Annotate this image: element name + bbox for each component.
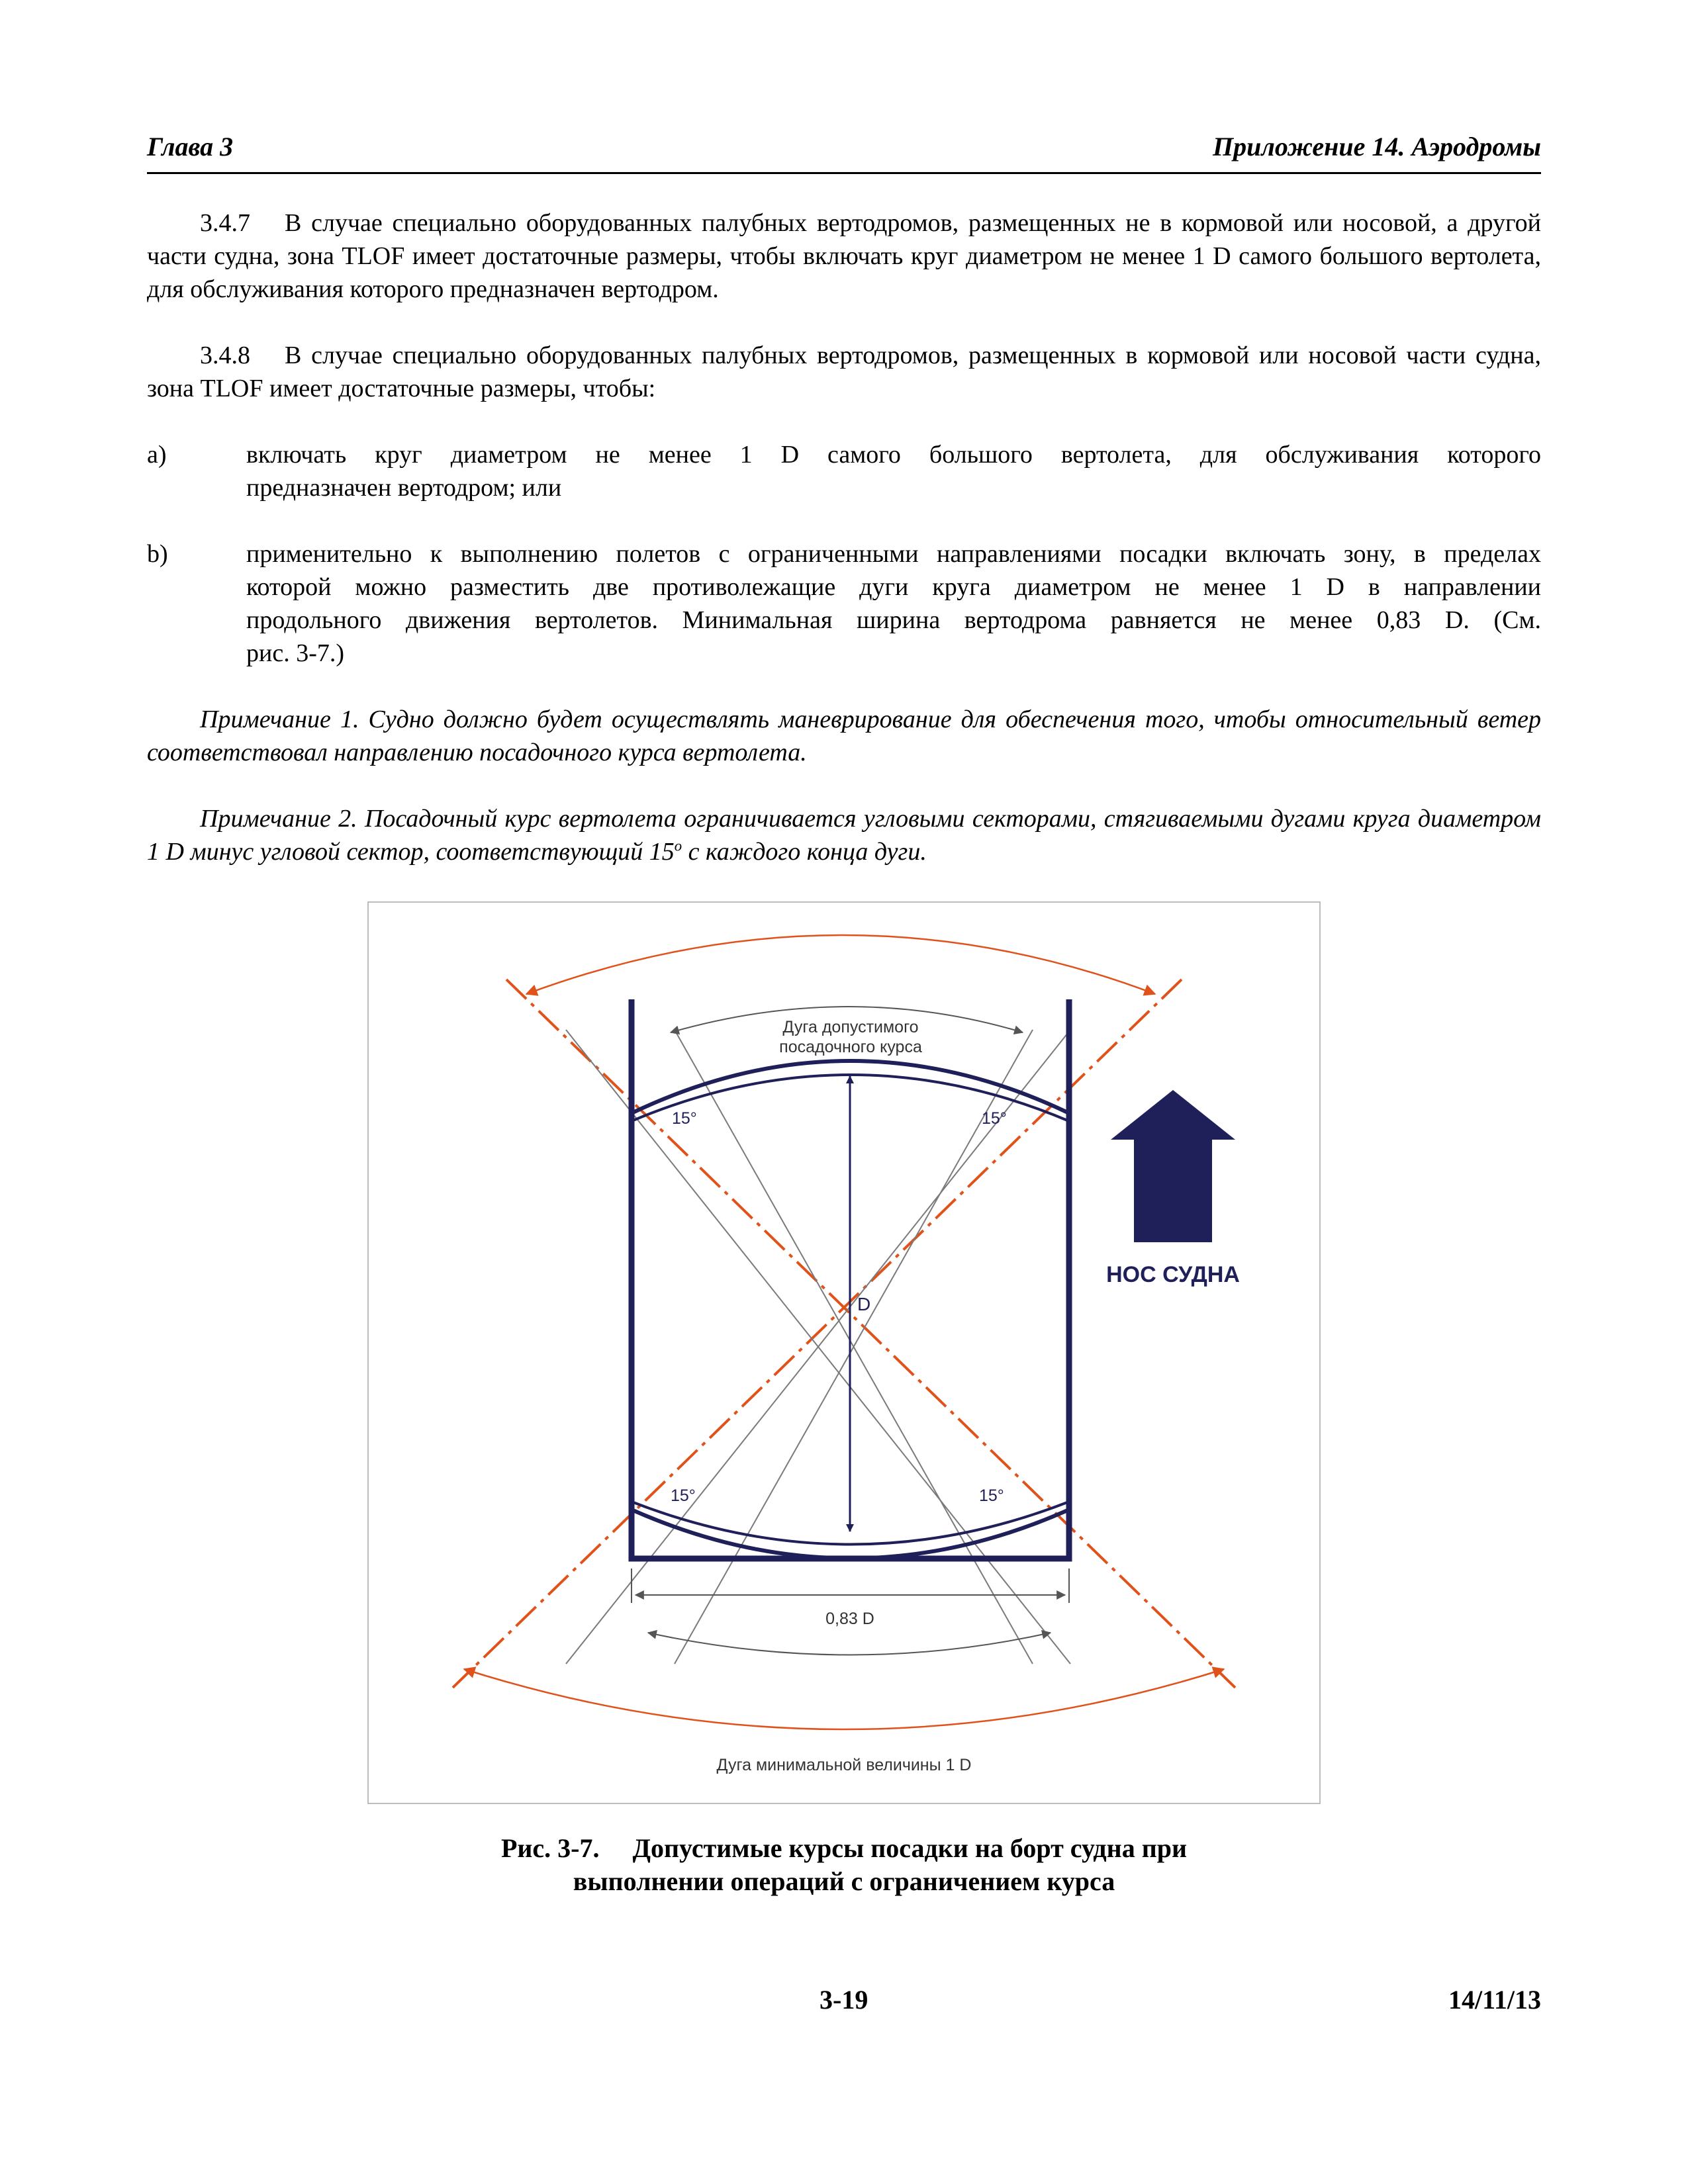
- note-text: Примечание 2. Посадочный курс вертолета ограничивается угловыми секторами, стягиваемыми дугами круга диаметром 1 D минус угловой сектор, соответствующий 15: [147, 805, 1541, 866]
- angle-label: 15°: [671, 1486, 696, 1505]
- header-rule: [147, 172, 1541, 174]
- figure-caption-line-1: Рис. 3-7. Допустимые курсы посадки на борт судна при: [500, 1833, 1188, 1863]
- bow-arrow-icon: [1111, 1090, 1235, 1242]
- list-item-b: [147, 537, 1541, 670]
- list-item-a: [147, 438, 1541, 504]
- width-label: 0,83 D: [825, 1610, 874, 1628]
- allowed-arc-label: посадочного курса: [779, 1038, 922, 1056]
- min-arc-top: [526, 935, 1155, 994]
- list-item-line: включать круг диаметром не менее 1 D самого большого вертолета, для обслуживания которого: [246, 441, 1541, 469]
- min-arc-bottom: [464, 1669, 1224, 1729]
- list-item-line: рис. 3-7.): [246, 639, 345, 667]
- paragraph-text: В случае специально оборудованных палубных вертодромов, размещенных в кормовой или носовой части судна, зона TLOF имеет достаточные размеры, чтобы:: [147, 341, 1541, 402]
- angle-label: 15°: [672, 1109, 697, 1128]
- paragraph-3-4-7: [147, 206, 1541, 306]
- paragraph-number: 3.4.7: [200, 209, 250, 237]
- allowed-arc-label: Дуга допустимого: [782, 1018, 919, 1036]
- figure-caption-line-2: выполнении операций с ограничением курса: [573, 1866, 1115, 1896]
- paragraph-text: В случае специально оборудованных палубных вертодромов, размещенных не в кормовой или носовой, а другой части судна, зона TLOF имеет достаточные размеры, чтобы включать круг диаметром не менее 1 D самого большого вертолета, для обслуживания которого предназначен вертодром.: [147, 209, 1541, 303]
- list-item-line: применительно к выполнению полетов с ограниченными направлениями посадки включать зону, в пределах: [246, 540, 1541, 568]
- lower-allowed-arc-arrow: [648, 1633, 1051, 1655]
- paragraph-3-4-8: [147, 339, 1541, 405]
- landing-arcs-diagram: [367, 901, 1321, 1804]
- note-2: [147, 802, 1541, 868]
- page-number: 3-19: [820, 1985, 868, 2015]
- chapter-header: Глава 3: [147, 132, 234, 161]
- page-date: 14/11/13: [1448, 1985, 1541, 2015]
- list-item-label: a): [147, 441, 167, 469]
- annex-header: Приложение 14. Аэродромы: [1212, 132, 1541, 161]
- list-item-line: продольного движения вертолетов. Минимальная ширина вертодрома равняется не менее 0,83 D. (См.: [246, 606, 1541, 634]
- min-arc-label: Дуга минимальной величины 1 D: [716, 1756, 972, 1774]
- orange-diagonal-line: [453, 979, 1182, 1688]
- angle-label: 15°: [982, 1109, 1007, 1128]
- paragraph-number: 3.4.8: [200, 341, 250, 369]
- list-item-line: которой можно разместить две противолежащие дуги круга диаметром не менее 1 D в направлении: [246, 573, 1541, 601]
- center-label: D: [857, 1294, 871, 1314]
- note-1: [147, 703, 1541, 769]
- note-text-end: с каждого конца дуги.: [682, 838, 927, 866]
- angle-label: 15°: [979, 1486, 1004, 1505]
- bow-label: НОС СУДНА: [1106, 1262, 1240, 1287]
- orange-diagonal-line: [506, 979, 1235, 1688]
- list-item-label: b): [147, 540, 168, 568]
- list-item-line: предназначен вертодром; или: [246, 474, 562, 502]
- degree-superscript: о: [674, 837, 682, 854]
- note-text: Примечание 1. Судно должно будет осуществлять маневрирование для обеспечения того, чтобы относительный ветер соответствовал направлению посадочного курса вертолета.: [147, 705, 1541, 766]
